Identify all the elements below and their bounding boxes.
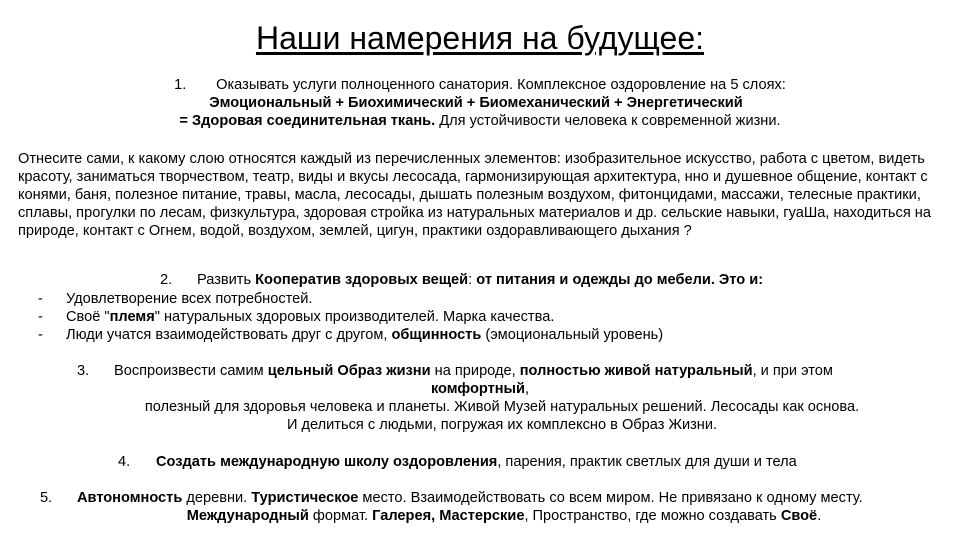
bullet-dash: - — [38, 327, 43, 343]
bullet-text-post: " натуральных здоровых производителей. Марка качества. — [154, 309, 555, 325]
item-2-bold-1: Кооператив здоровых вещей — [255, 272, 469, 288]
layers-paragraph: Отнесите сами, к какому слою относятся каждый из перечисленных элементов: изобразительное искусство, работа с цветом, видеть красоту, заниматься творчеством, театр, виды и вкусы лесосада, гармонизирующая архитектура, нно и душевное общение, контакт с конями, баня, полезное питание, травы, масла, лесосады, дышать полезным воздухом, фитонцидами, массажи, телесные практики, сплавы, прогулки по лесам, физкультура, здоровая стройка из натуральных материалов и др. сельские навыки, гуаШа, находиться на природе, контакт с Огнем, водой, воздухом, землей, цигун, практики оздоравливающего дыхания ? — [18, 151, 931, 239]
item-1-text: Оказывать услуги полноценного санатория. Комплексное оздоровление на 5 слоях: — [216, 77, 786, 93]
bullet-text: Своё " — [66, 309, 110, 325]
item-5-bold-1: Автономность — [77, 490, 183, 506]
item-2-number: 2. — [160, 272, 173, 288]
bullet-bold: общинность — [391, 327, 482, 343]
bullet-dash: - — [38, 291, 43, 307]
item-3-line-3: полезный для здоровья человека и планеты. Живой Музей натуральных решений. Лесосады как основа. — [144, 399, 860, 415]
item-5-t2: место. Взаимодействовать со всем миром. Не привязано к одному месту. — [358, 490, 863, 506]
item-5-bold-3: Международный — [186, 508, 309, 524]
item-5-line-1 — [40, 489, 863, 507]
item-3-bold-2: полностью живой натуральный — [519, 363, 753, 379]
item-2-bullet — [38, 326, 663, 344]
item-2-pre: Развить — [197, 272, 256, 288]
item-4-number: 4. — [118, 454, 131, 470]
slide-title: Наши намерения на будущее: — [255, 20, 704, 56]
item-3-mid: на природе, — [430, 363, 520, 379]
bullet-dash: - — [38, 309, 43, 325]
item-2-mid: : — [468, 272, 477, 288]
item-3-bold-3: комфортный — [430, 381, 525, 397]
item-5-t5: . — [817, 508, 822, 524]
item-2-heading — [160, 271, 763, 289]
item-5-number: 5. — [40, 490, 53, 506]
item-5-bold-5: Своё — [780, 508, 818, 524]
item-3-post: , и при этом — [752, 363, 833, 379]
item-3-pre: Воспроизвести самим — [114, 363, 268, 379]
item-1-number: 1. — [174, 77, 187, 93]
bullet-text: Удовлетворение всех потребностей. — [66, 291, 313, 307]
item-5-t3: формат. — [308, 508, 373, 524]
item-3-line-1 — [77, 362, 833, 380]
item-4-rest: , парения, практик светлых для души и тела — [497, 454, 797, 470]
bullet-text: Люди учатся взаимодействовать друг с другом, — [66, 327, 392, 343]
item-4 — [118, 453, 797, 471]
item-2-bullet — [38, 308, 554, 326]
item-2-bold-2: от питания и одежды до мебели. Это и: — [476, 272, 764, 288]
item-1-line-1 — [0, 76, 960, 94]
item-5-bold-4: Галерея, Мастерские — [372, 508, 525, 524]
bullet-bold: племя — [109, 309, 155, 325]
item-3-line-4: И делиться с людьми, погружая их комплексно в Образ Жизни. — [286, 417, 718, 433]
item-4-bold: Создать международную школу оздоровления — [156, 454, 498, 470]
item-1-purpose: Для устойчивости человека к современной жизни. — [435, 113, 781, 129]
item-5-bold-2: Туристическое — [251, 490, 359, 506]
bullet-text-post: (эмоциональный уровень) — [481, 327, 664, 343]
item-3-line-2 — [0, 380, 960, 398]
item-5-t4: , Пространство, где можно создавать — [524, 508, 781, 524]
item-5-line-2 — [24, 507, 960, 525]
item-3-post-2: , — [524, 381, 530, 397]
item-3-number: 3. — [77, 363, 90, 379]
item-3-bold-1: цельный Образ жизни — [267, 363, 431, 379]
item-1-line-2: Эмоциональный + Биохимический + Биомеханический + Энергетический — [209, 95, 743, 111]
item-2-bullet — [38, 290, 313, 308]
item-1-line-3 — [0, 112, 960, 130]
item-5-t1: деревни. — [182, 490, 252, 506]
item-1-formula: = Здоровая соединительная ткань. — [179, 113, 436, 129]
